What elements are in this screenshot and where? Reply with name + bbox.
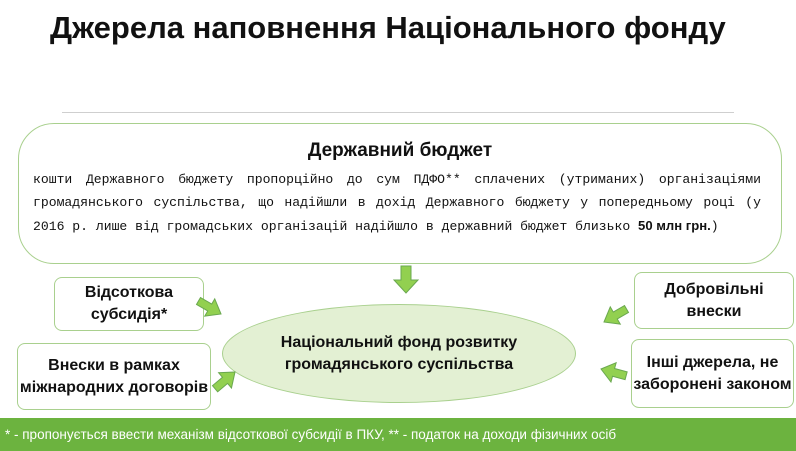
source-other-label: Інші джерела, не заборонені законом: [633, 353, 792, 393]
arrow-left-icon: [598, 359, 628, 385]
source-percentage-subsidy-label: Відсоткова субсидія*: [84, 284, 174, 323]
source-international-label: Внески в рамках міжнародних договорів: [19, 356, 209, 396]
arrow-down-right-icon: [193, 292, 226, 322]
state-budget-title: Державний бюджет: [307, 140, 493, 161]
arrow-down-icon: [394, 266, 418, 293]
state-budget-text: кошти Державного бюджету пропорційно до сум ПДФО** сплачених (утриманих) організаціями громадянського суспільства, що надійшли в дохід Державного бюджету у попередньому році (у 2016 р. лише від громадських організацій надійшло в державний бюджет близько: [33, 172, 761, 234]
state-budget-text-end: ): [710, 219, 719, 234]
slide-title: Джерела наповнення Національного фонду: [50, 10, 726, 45]
footnote-bar: [0, 418, 796, 451]
state-budget-amount: 50 млн грн.: [638, 218, 711, 233]
arrow-down-left-icon: [599, 300, 632, 330]
national-fund-label: Національний фонд розвитку громадянського суспільства: [280, 333, 518, 373]
footnote-text: * - пропонується ввести механізм відсоткової субсидії в ПКУ, ** - податок на доходи фізичних осіб: [5, 427, 617, 442]
arrow-up-right-icon: [209, 364, 242, 396]
source-voluntary-label: Добровільні внески: [664, 280, 764, 320]
